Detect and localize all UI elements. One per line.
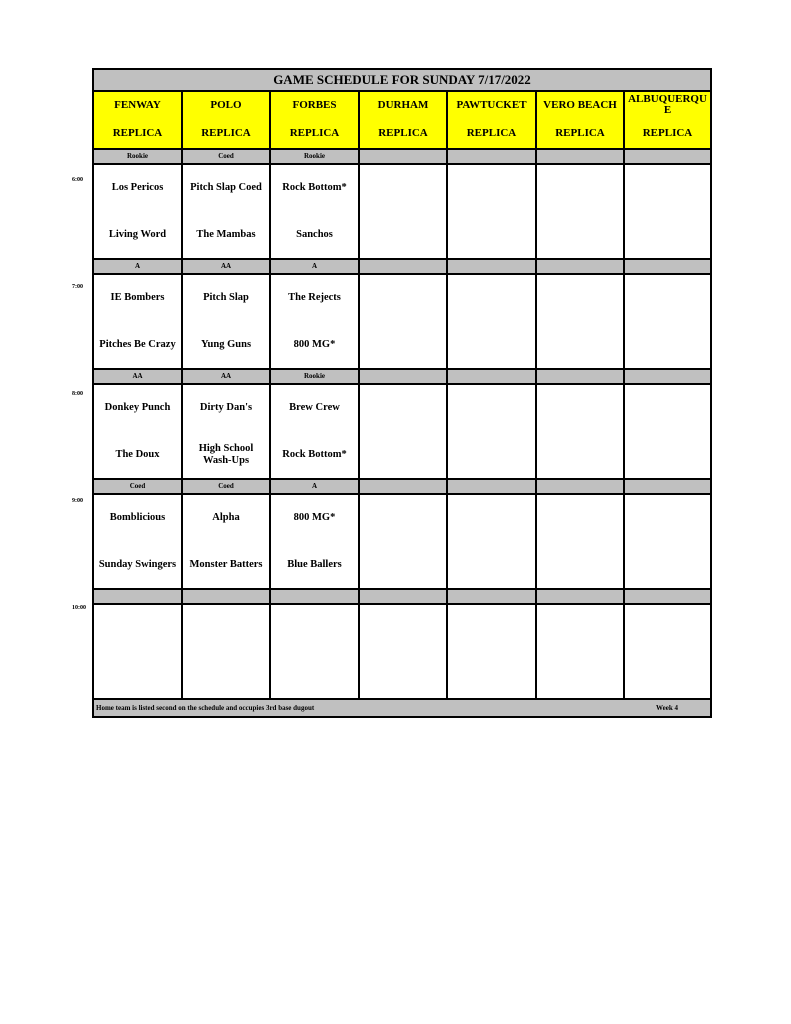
game-cell <box>625 165 710 258</box>
field-header-pawtucket <box>448 92 537 148</box>
game-cell <box>537 385 625 478</box>
home-team <box>625 432 710 479</box>
game-cell <box>360 275 448 368</box>
home-team: Pitches Be Crazy <box>99 338 176 350</box>
division-row <box>94 480 710 495</box>
away-team <box>625 495 710 542</box>
division-cell <box>360 370 448 383</box>
away-team: Dirty Dan's <box>199 402 253 414</box>
field-header-polo <box>183 92 271 148</box>
division-cell: Rookie <box>271 370 360 383</box>
schedule-title: GAME SCHEDULE FOR SUNDAY 7/17/2022 <box>94 70 710 92</box>
division-cell <box>94 590 183 603</box>
game-cell <box>183 385 271 478</box>
home-team <box>448 542 535 589</box>
division-cell: A <box>271 260 360 273</box>
away-team <box>448 385 535 432</box>
field-name: VERO BEACH <box>543 98 617 111</box>
game-cell <box>448 605 537 698</box>
division-cell: Coed <box>183 150 271 163</box>
away-team <box>448 495 535 542</box>
home-team-note: Home team is listed second on the schedule and occupies 3rd base dugout <box>96 704 315 712</box>
home-team: Monster Batters <box>189 558 263 570</box>
home-team: Sanchos <box>296 228 333 240</box>
division-cell: Coed <box>94 480 183 493</box>
division-cell <box>537 260 625 273</box>
game-slot-row <box>94 605 710 700</box>
division-cell: Rookie <box>271 150 360 163</box>
game-cell <box>271 385 360 478</box>
division-cell <box>360 150 448 163</box>
field-header-row <box>94 92 710 150</box>
game-cell <box>625 605 710 698</box>
game-cell <box>271 165 360 258</box>
time-label: 9:00 <box>72 498 83 504</box>
away-team <box>625 165 710 212</box>
home-team: High School Wash-Ups <box>198 442 254 466</box>
away-team: 800 MG* <box>293 512 336 524</box>
division-cell <box>537 370 625 383</box>
home-team <box>537 322 623 369</box>
home-team: Sunday Swingers <box>98 558 177 570</box>
field-name: FORBES <box>292 98 337 111</box>
game-cell <box>94 495 183 588</box>
game-slot-row <box>94 495 710 590</box>
home-team <box>94 652 181 699</box>
game-cell <box>183 495 271 588</box>
home-team <box>448 212 535 259</box>
home-team <box>537 542 623 589</box>
away-team: Donkey Punch <box>104 402 171 414</box>
away-team <box>94 605 181 652</box>
division-cell <box>625 370 710 383</box>
game-cell <box>271 275 360 368</box>
game-cell <box>625 495 710 588</box>
away-team: Brew Crew <box>289 402 340 414</box>
home-team <box>448 432 535 479</box>
game-cell <box>537 605 625 698</box>
game-slot-row <box>94 385 710 480</box>
game-cell <box>94 605 183 698</box>
away-team: Rock Bottom* <box>282 182 347 194</box>
game-cell <box>271 495 360 588</box>
away-team <box>537 605 623 652</box>
division-cell <box>625 260 710 273</box>
away-team: Pitch Slap <box>203 292 249 304</box>
game-cell <box>448 385 537 478</box>
division-cell <box>625 480 710 493</box>
division-cell <box>360 590 448 603</box>
away-team: Los Pericos <box>111 182 164 194</box>
home-team: Yung Guns <box>200 338 252 350</box>
field-name: DURHAM <box>377 98 429 111</box>
division-cell: AA <box>183 370 271 383</box>
schedule-footer <box>94 700 710 716</box>
game-cell <box>448 495 537 588</box>
division-row <box>94 260 710 275</box>
field-sub: REPLICA <box>555 127 605 139</box>
time-label: 7:00 <box>72 284 83 290</box>
time-label: 10:00 <box>72 605 86 611</box>
home-team <box>537 432 623 479</box>
division-cell <box>625 150 710 163</box>
division-cell: AA <box>183 260 271 273</box>
division-cell: Coed <box>183 480 271 493</box>
home-team <box>625 322 710 369</box>
home-team <box>537 652 623 699</box>
home-team <box>360 432 446 479</box>
field-name: ALBUQUERQU E <box>628 93 707 116</box>
field-sub: REPLICA <box>466 127 517 139</box>
field-name: POLO <box>210 98 242 111</box>
game-cell <box>183 275 271 368</box>
game-cell <box>537 275 625 368</box>
game-cell <box>183 605 271 698</box>
away-team <box>625 385 710 432</box>
away-team <box>537 165 623 212</box>
game-cell <box>271 605 360 698</box>
game-cell <box>360 385 448 478</box>
home-team <box>625 652 710 699</box>
away-team <box>360 275 446 322</box>
field-header-durham <box>360 92 448 148</box>
away-team <box>183 605 269 652</box>
field-header-fenway <box>94 92 183 148</box>
home-team: Rock Bottom* <box>282 448 347 460</box>
away-team <box>625 605 710 652</box>
schedule-table <box>92 68 712 718</box>
field-sub: REPLICA <box>112 127 163 139</box>
game-slot-row <box>94 275 710 370</box>
home-team <box>625 542 710 589</box>
away-team <box>448 165 535 212</box>
away-team: The Rejects <box>288 292 341 304</box>
division-cell <box>448 150 537 163</box>
division-row <box>94 590 710 605</box>
field-name: FENWAY <box>114 98 161 111</box>
away-team: IE Bombers <box>110 292 165 304</box>
division-cell: AA <box>94 370 183 383</box>
week-label: Week 4 <box>656 704 678 712</box>
division-cell: A <box>94 260 183 273</box>
home-team: Blue Ballers <box>287 558 342 570</box>
game-cell <box>448 165 537 258</box>
division-cell <box>360 260 448 273</box>
division-cell <box>448 590 537 603</box>
division-cell <box>537 150 625 163</box>
game-cell <box>94 385 183 478</box>
game-cell <box>360 605 448 698</box>
field-sub: REPLICA <box>378 127 428 139</box>
away-team: Pitch Slap Coed <box>190 182 262 194</box>
game-cell <box>537 495 625 588</box>
game-slot-row <box>94 165 710 260</box>
away-team <box>537 275 623 322</box>
away-team <box>537 385 623 432</box>
time-label: 8:00 <box>72 391 83 397</box>
field-name: PAWTUCKET <box>456 98 527 111</box>
home-team: Living Word <box>108 228 167 240</box>
division-cell <box>448 260 537 273</box>
away-team <box>537 495 623 542</box>
away-team <box>360 165 446 212</box>
home-team <box>360 322 446 369</box>
field-header-albuquerque <box>625 92 710 148</box>
away-team <box>360 385 446 432</box>
division-cell <box>271 590 360 603</box>
away-team <box>448 605 535 652</box>
home-team <box>448 652 535 699</box>
division-cell: A <box>271 480 360 493</box>
away-team <box>271 605 358 652</box>
away-team <box>360 495 446 542</box>
division-cell <box>360 480 448 493</box>
division-cell <box>537 590 625 603</box>
home-team <box>183 652 269 699</box>
division-cell <box>448 480 537 493</box>
home-team: The Mambas <box>196 228 256 240</box>
game-cell <box>625 385 710 478</box>
division-cell <box>625 590 710 603</box>
game-cell <box>94 165 183 258</box>
game-cell <box>360 495 448 588</box>
game-cell <box>625 275 710 368</box>
division-cell <box>183 590 271 603</box>
home-team <box>360 212 446 259</box>
time-label: 6:00 <box>72 177 83 183</box>
division-cell <box>537 480 625 493</box>
division-row <box>94 150 710 165</box>
away-team <box>360 605 446 652</box>
game-cell <box>448 275 537 368</box>
home-team: The Doux <box>115 448 160 460</box>
home-team <box>271 652 358 699</box>
field-header-vero-beach <box>537 92 625 148</box>
away-team <box>448 275 535 322</box>
division-cell <box>448 370 537 383</box>
home-team <box>448 322 535 369</box>
away-team <box>625 275 710 322</box>
home-team <box>625 212 710 259</box>
away-team: Alpha <box>212 512 240 524</box>
home-team <box>537 212 623 259</box>
game-cell <box>537 165 625 258</box>
field-sub: REPLICA <box>642 127 693 139</box>
division-cell: Rookie <box>94 150 183 163</box>
home-team <box>360 542 446 589</box>
field-sub: REPLICA <box>201 127 251 139</box>
home-team <box>360 652 446 699</box>
game-cell <box>360 165 448 258</box>
away-team: Bomblicious <box>109 512 166 524</box>
game-cell <box>183 165 271 258</box>
game-cell <box>94 275 183 368</box>
field-header-forbes <box>271 92 360 148</box>
field-sub: REPLICA <box>289 127 340 139</box>
division-row <box>94 370 710 385</box>
home-team: 800 MG* <box>293 338 336 350</box>
